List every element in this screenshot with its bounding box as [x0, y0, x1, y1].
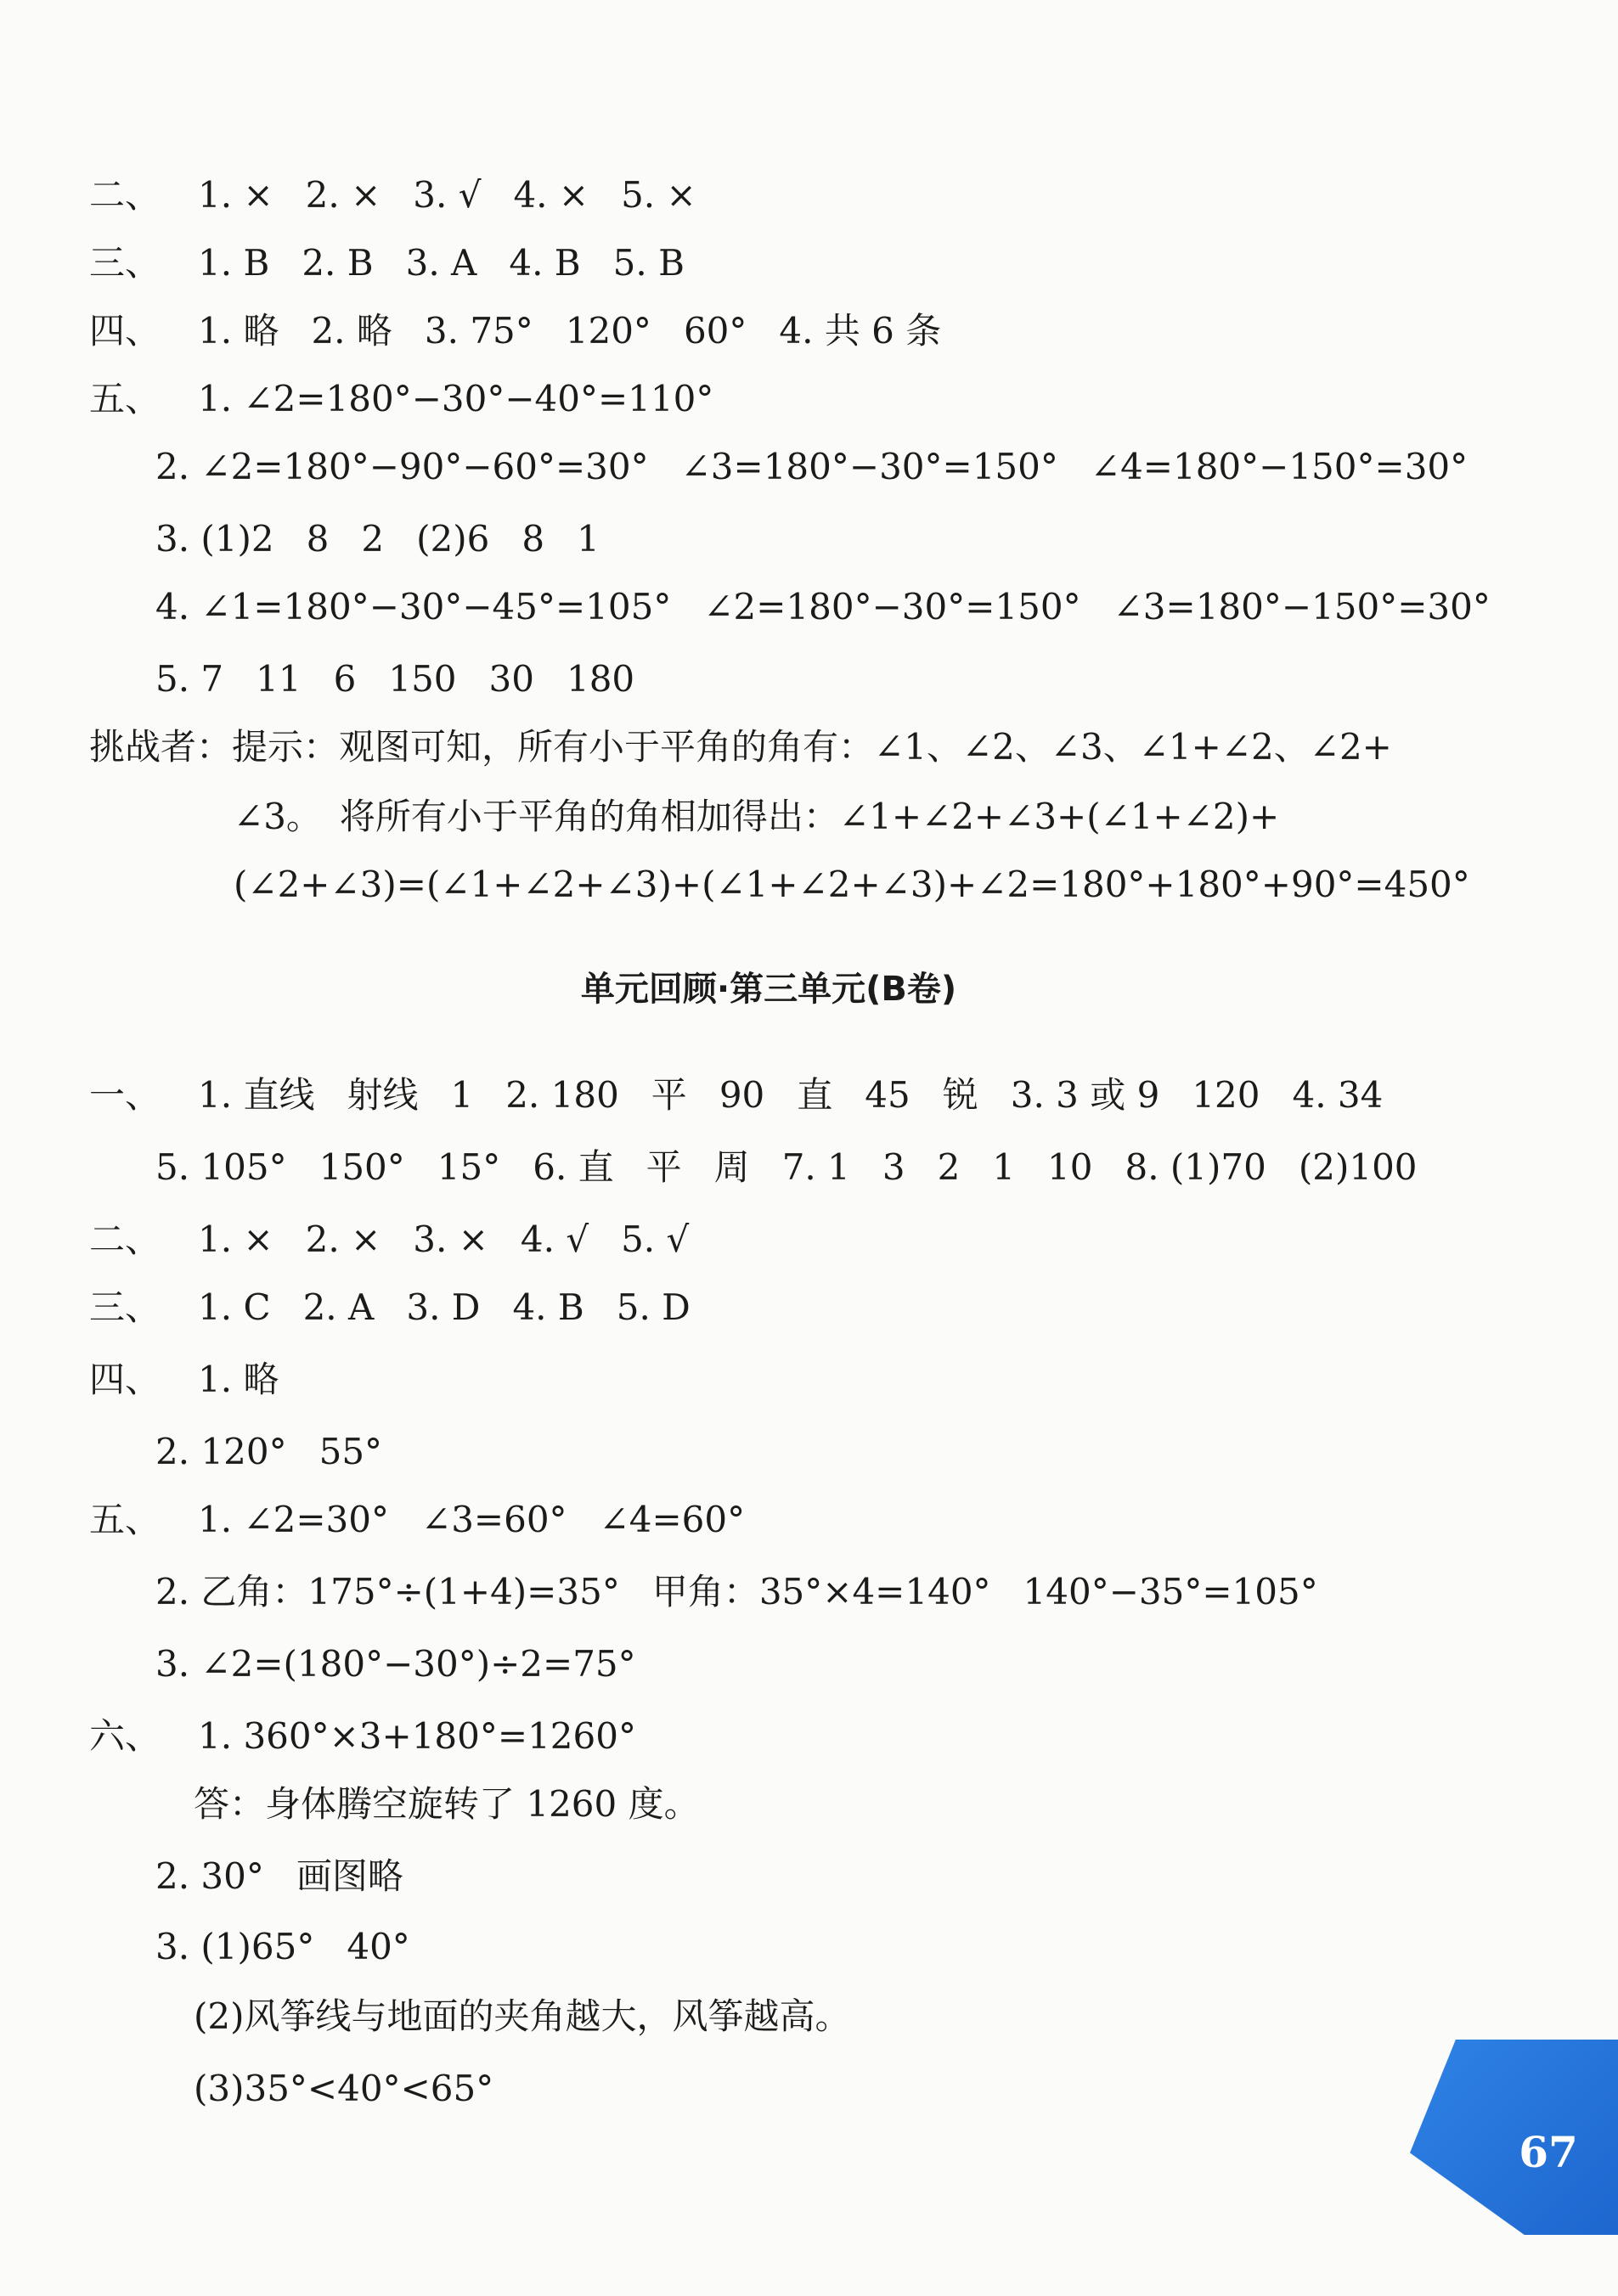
answer-line-b3 — [89, 1282, 691, 1333]
answer-line-5-3 — [155, 514, 600, 565]
answer-line-3 — [89, 238, 685, 289]
answer-item: 3 — [882, 1146, 905, 1188]
answer-item: 锐 — [942, 1074, 978, 1116]
challenge-line-2 — [234, 791, 1279, 842]
challenge-text: (∠2+∠3)=(∠1+∠2+∠3)+(∠1+∠2+∠3)+∠2=180°+180°+90°=450° — [234, 864, 1470, 905]
answer-line-b6-answer — [194, 1779, 700, 1830]
answer-item: 8 — [306, 518, 330, 560]
answer-item: 1. 直线 — [198, 1074, 315, 1116]
answer-line-b6-3-2 — [194, 1991, 851, 2042]
answer-item: 2. 120° — [155, 1431, 287, 1472]
answer-line-b6-3-3 — [194, 2063, 493, 2114]
answer-item: 3. √ — [413, 174, 482, 216]
answer-item: 140°−35°=105° — [1023, 1571, 1318, 1612]
answer-item: ∠4=180°−150°=30° — [1090, 446, 1469, 487]
answer-item: 3. D — [406, 1286, 481, 1328]
answer-item: 1. B — [198, 242, 270, 284]
answer-item: 2. 30° — [155, 1855, 264, 1897]
answer-item: (2)100 — [1298, 1146, 1418, 1188]
answer-item: ∠3=180°−30°=150° — [680, 446, 1058, 487]
answer-item: 3. 3 或 9 — [1010, 1074, 1160, 1116]
answer-line-b5 — [89, 1494, 745, 1545]
answer-line-b1-2 — [155, 1142, 1418, 1193]
answer-item: 150° — [319, 1146, 405, 1188]
answer-item: 1 — [577, 518, 600, 560]
answer-item: (2)风筝线与地面的夹角越大，风筝越高。 — [194, 1995, 851, 2037]
answer-item: 2 — [937, 1146, 961, 1188]
answer-item: 8 — [521, 518, 545, 560]
section-prefix: 三、 — [89, 242, 161, 284]
answer-item: 1. × — [198, 1218, 273, 1260]
page-number: 67 — [1519, 2127, 1578, 2177]
answer-item: 2. 乙角：175°÷(1+4)=35° — [155, 1571, 620, 1612]
section-prefix: 三、 — [89, 1286, 161, 1328]
answer-line-b1 — [89, 1070, 1383, 1121]
answer-item: 画图略 — [296, 1855, 403, 1897]
answer-item: ∠3=60° — [421, 1499, 567, 1540]
answer-item: 4. ∠1=180°−30°−45°=105° — [155, 586, 672, 627]
section-prefix: 四、 — [89, 310, 161, 352]
answer-item: 1. 略 — [198, 1359, 279, 1400]
answer-item: (2)6 — [416, 518, 490, 560]
answer-item: 2. 略 — [311, 310, 392, 352]
answer-item: 1. 360°×3+180°=1260° — [198, 1715, 636, 1757]
challenge-text: ∠3。 将所有小于平角的角相加得出：∠1+∠2+∠3+(∠1+∠2)+ — [234, 796, 1280, 837]
answer-line-b5-2 — [155, 1567, 1318, 1618]
section-prefix: 二、 — [89, 174, 161, 216]
answer-item: 1. ∠2=180°−30°−40°=110° — [198, 378, 714, 419]
answer-item: 1. × — [198, 174, 273, 216]
answer-item: 6 — [333, 658, 357, 700]
answer-item: 1 — [992, 1146, 1016, 1188]
answer-item: 30 — [488, 658, 534, 700]
answer-item: 2. × — [305, 1218, 381, 1260]
answer-item: (3)35°<40°<65° — [194, 2068, 494, 2109]
answer-line-5 — [89, 374, 713, 425]
section-prefix: 六、 — [89, 1715, 161, 1757]
unit-title: 单元回顾·第三单元(B卷) — [580, 970, 957, 1009]
answer-line-5-5 — [155, 654, 634, 705]
answer-item: 2. B — [302, 242, 374, 284]
answer-item: 3. (1)65° — [155, 1926, 315, 1967]
answer-item: 2. 180 — [505, 1074, 619, 1116]
answer-item: 2 — [361, 518, 385, 560]
answer-line-b4-2 — [155, 1427, 382, 1477]
answer-item: 答：身体腾空旋转了 1260 度。 — [194, 1783, 700, 1825]
answer-item: 周 — [713, 1146, 750, 1188]
answer-item: 40° — [347, 1926, 410, 1967]
answer-item: 5. √ — [621, 1218, 690, 1260]
answer-item: 3. × — [413, 1218, 488, 1260]
answer-item: 5. 105° — [155, 1146, 287, 1188]
answer-line-b6-3 — [155, 1922, 410, 1972]
answer-item: 5. 7 — [155, 658, 224, 700]
answer-item: 平 — [646, 1146, 682, 1188]
answer-item: 3. 75° — [424, 310, 533, 352]
answer-item: 6. 直 — [533, 1146, 614, 1188]
answer-item: 2. ∠2=180°−90°−60°=30° — [155, 446, 649, 487]
answer-line-5-4 — [155, 582, 1491, 633]
section-prefix: 五、 — [89, 378, 161, 419]
section-prefix: 一、 — [89, 1074, 161, 1116]
answer-item: ∠4=60° — [599, 1499, 746, 1540]
answer-item: 4. 共 6 条 — [779, 310, 942, 352]
answer-item: 60° — [683, 310, 747, 352]
answer-line-4 — [89, 306, 941, 357]
answer-item: 1. ∠2=30° — [198, 1499, 389, 1540]
answer-item: 1. 略 — [198, 310, 279, 352]
answer-item: 4. B — [509, 242, 581, 284]
answer-item: 3. (1)2 — [155, 518, 274, 560]
answer-item: 5. B — [612, 242, 685, 284]
answer-item: 45 — [865, 1074, 910, 1116]
answer-item: 1 — [450, 1074, 474, 1116]
answer-item: 2. × — [305, 174, 381, 216]
section-prefix: 五、 — [89, 1499, 161, 1540]
answer-item: 120° — [565, 310, 651, 352]
answer-item: 3. ∠2=(180°−30°)÷2=75° — [155, 1643, 636, 1685]
answer-item: 2. A — [302, 1286, 375, 1328]
answer-line-b6-2 — [155, 1851, 403, 1902]
answer-item: 平 — [651, 1074, 687, 1116]
answer-line-b2 — [89, 1214, 689, 1265]
answer-item: ∠3=180°−150°=30° — [1113, 586, 1491, 627]
answer-item: 15° — [437, 1146, 501, 1188]
answer-item: 射线 — [347, 1074, 419, 1116]
answer-item: 5. × — [621, 174, 696, 216]
answer-item: 8. (1)70 — [1125, 1146, 1266, 1188]
answer-item: 180 — [566, 658, 635, 700]
challenge-text: 挑战者：提示：观图可知，所有小于平角的角有：∠1、∠2、∠3、∠1+∠2、∠2+ — [89, 726, 1392, 768]
answer-line-5-2 — [155, 442, 1468, 492]
challenge-line-3 — [234, 859, 1470, 910]
answer-item: 7. 1 — [781, 1146, 850, 1188]
answer-item: 90 — [719, 1074, 765, 1116]
answer-item: 3. A — [405, 242, 477, 284]
answer-item: 120 — [1192, 1074, 1260, 1116]
answer-item: 直 — [797, 1074, 833, 1116]
challenge-line-1 — [89, 722, 1392, 773]
answer-item: 150 — [388, 658, 457, 700]
section-prefix: 四、 — [89, 1359, 161, 1400]
answer-line-2 — [89, 170, 696, 221]
answer-line-b5-3 — [155, 1639, 636, 1690]
answer-line-b6 — [89, 1711, 636, 1762]
section-prefix: 二、 — [89, 1218, 161, 1260]
answer-item: ∠2=180°−30°=150° — [703, 586, 1081, 627]
answer-line-b4 — [89, 1354, 279, 1405]
answer-item: 5. D — [616, 1286, 691, 1328]
answer-item: 4. 34 — [1292, 1074, 1384, 1116]
answer-item: 4. B — [512, 1286, 584, 1328]
answer-item: 4. × — [513, 174, 589, 216]
answer-item: 甲角：35°×4=140° — [651, 1571, 991, 1612]
answer-item: 10 — [1047, 1146, 1093, 1188]
answer-item: 1. C — [198, 1286, 271, 1328]
answer-item: 4. √ — [520, 1218, 589, 1260]
answer-item: 55° — [319, 1431, 383, 1472]
answer-item: 11 — [256, 658, 302, 700]
